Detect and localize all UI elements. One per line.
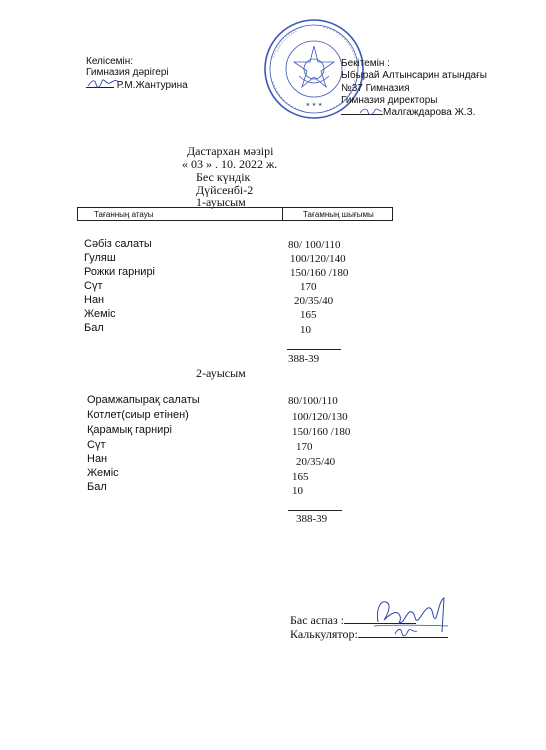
- shift1-item-yield: 170: [300, 281, 317, 293]
- approval-left-role: Гимназия дәрігері: [86, 67, 169, 78]
- shift1-item-name: Сүт: [84, 280, 103, 292]
- shift2-item-name: Орамжапырақ салаты: [87, 394, 200, 406]
- menu-period: Бес күндік: [196, 170, 251, 184]
- shift2-item-name: Котлет(сиыр етінен): [87, 409, 189, 421]
- shift2-item-yield: 170: [296, 441, 313, 453]
- shift1-title: 1-ауысым: [196, 195, 246, 209]
- approval-right-school: Ыбырай Алтынсарин атындағы: [341, 70, 487, 81]
- shift1-item-yield: 20/35/40: [294, 295, 334, 307]
- shift1-item-yield: 10: [300, 324, 311, 336]
- approval-left-name: Р.М.Жантурина: [116, 80, 188, 91]
- shift2-item-name: Қарамық гарнирі: [87, 424, 172, 436]
- shift2-item-name: Нан: [87, 453, 108, 465]
- shift2-item-yield: 20/35/40: [296, 456, 336, 468]
- approval-right-label: Бекітемін :: [341, 58, 390, 69]
- shift2-item-yield: 165: [292, 471, 309, 483]
- shift2-title: 2-ауысым: [196, 366, 246, 380]
- approval-right-name: Малгаждарова Ж.З.: [383, 107, 476, 118]
- cook-label: Бас аспаз :: [290, 613, 345, 627]
- shift2-item-yield: 100/120/130: [292, 411, 348, 423]
- shift1-item-name: Нан: [84, 294, 105, 306]
- table-header-yield: Тағамның шығымы: [303, 209, 374, 219]
- table-header-dish-name: Тағанның атауы: [78, 208, 283, 220]
- shift1-item-yield: 150/160 /180: [290, 267, 349, 279]
- shift1-item-name: Рожки гарнирі: [84, 266, 156, 278]
- doctor-signature: [86, 76, 120, 90]
- shift2-total: 388-39: [296, 513, 328, 525]
- menu-title: Дастархан мәзірі: [187, 144, 274, 158]
- shift2-item-yield: 80/100/110: [288, 395, 338, 407]
- shift1-item-name: Сәбіз салаты: [84, 238, 152, 250]
- approval-left-label: Келісемін:: [86, 56, 134, 67]
- calculator-label: Калькулятор:: [290, 627, 358, 641]
- shift1-item-name: Жеміс: [84, 308, 116, 320]
- shift2-item-name: Бал: [87, 481, 107, 493]
- shift1-item-name: Бал: [84, 322, 104, 334]
- shift1-item-yield: 100/120/140: [290, 253, 346, 265]
- approval-right-role: Гимназия директоры: [341, 95, 438, 106]
- menu-day: Дүйсенбі-2: [196, 183, 254, 197]
- calculator-signature: [393, 625, 419, 639]
- shift2-item-yield: 150/160 /180: [292, 426, 351, 438]
- shift1-item-yield: 80/ 100/110: [288, 239, 341, 251]
- menu-date: « 03 » . 10. 2022 ж.: [182, 157, 278, 171]
- svg-text:★ ★ ★: ★ ★ ★: [305, 102, 323, 108]
- approval-right-gymnasium: №37 Гимназия: [341, 83, 410, 94]
- shift2-item-name: Сүт: [87, 439, 106, 451]
- shift1-sum-line: [287, 349, 341, 350]
- director-signature: [359, 106, 383, 116]
- shift2-item-yield: 10: [292, 485, 303, 497]
- shift1-item-name: Гуляш: [84, 252, 116, 264]
- table-header: [77, 207, 393, 221]
- shift1-total: 388-39: [288, 353, 320, 365]
- shift2-sum-line: [288, 510, 342, 511]
- shift2-item-name: Жеміс: [87, 467, 119, 479]
- shift1-item-yield: 165: [300, 309, 317, 321]
